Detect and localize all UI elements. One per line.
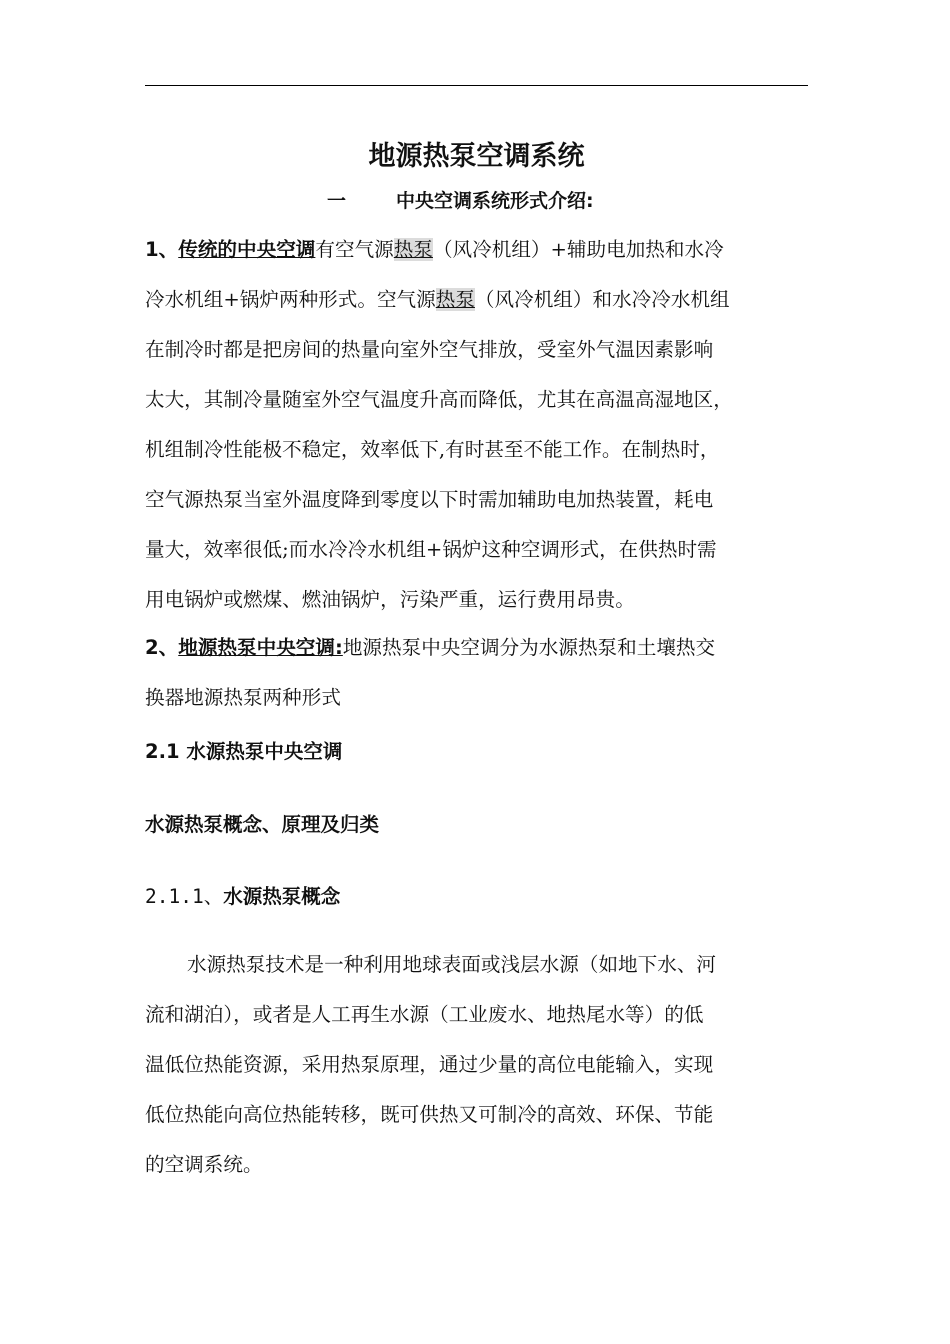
section-number: 一: [327, 190, 347, 212]
header-rule: [145, 85, 808, 86]
text-line: 的空调系统。: [145, 1153, 263, 1176]
text-line: 机组制冷性能极不稳定，效率低下,有时甚至不能工作。在制热时，: [145, 438, 720, 461]
paragraph-traditional-ac: [145, 225, 810, 625]
highlighted-term[interactable]: 热泵: [393, 238, 433, 261]
text-line: 用电锅炉或燃煤、燃油锅炉，污染严重，运行费用昂贵。: [145, 588, 635, 611]
text-line: 空气源热泵当室外温度降到零度以下时需加辅助电加热装置，耗电: [145, 488, 714, 511]
heading-text: 水源热泵概念: [223, 885, 341, 908]
heading-2-1: 2.1 水源热泵中央空调: [145, 740, 343, 763]
item-label-link[interactable]: 地源热泵中央空调:: [178, 636, 343, 659]
item-number: 2、: [145, 636, 179, 659]
text-line: 温低位热能资源，采用热泵原理，通过少量的高位电能输入，实现: [145, 1053, 714, 1076]
heading-concept: 水源热泵概念、原理及归类: [145, 813, 380, 836]
highlighted-term[interactable]: 热泵: [435, 288, 475, 311]
text-line: 2、地源热泵中央空调:地源热泵中央空调分为水源热泵和土壤热交: [145, 636, 716, 659]
page-title: 地源热泵空调系统: [368, 141, 585, 172]
text-line: 低位热能向高位热能转移，既可供热又可制冷的高效、环保、节能: [145, 1103, 714, 1126]
text-line: 水源热泵技术是一种利用地球表面或浅层水源（如地下水、河: [187, 953, 717, 976]
text-line: 在制冷时都是把房间的热量向室外空气排放，受室外气温因素影响: [145, 338, 714, 361]
paragraph-concept: [145, 940, 810, 1190]
text-line: 1、传统的中央空调有空气源热泵（风冷机组）+辅助电加热和水冷: [145, 238, 724, 261]
heading-number: 2.1.1、: [145, 885, 224, 908]
text-line: 量大，效率很低;而水冷冷水机组+锅炉这种空调形式，在供热时需: [145, 538, 717, 561]
section-heading: 中央空调系统形式介绍:: [396, 190, 594, 212]
text-line: 换器地源热泵两种形式: [145, 686, 341, 709]
paragraph-ground-source-ac: [145, 623, 810, 723]
item-number: 1、: [145, 238, 179, 261]
heading-2-1-1: [145, 881, 340, 909]
text-line: 流和湖泊），或者是人工再生水源（工业废水、地热尾水等）的低: [145, 1003, 704, 1026]
text-line: 冷水机组+锅炉两种形式。空气源热泵（风冷机组）和水冷冷水机组: [145, 288, 730, 311]
text-line: 太大，其制冷量随室外空气温度升高而降低，尤其在高温高湿地区，: [145, 388, 733, 411]
item-label-link[interactable]: 传统的中央空调: [178, 238, 316, 261]
